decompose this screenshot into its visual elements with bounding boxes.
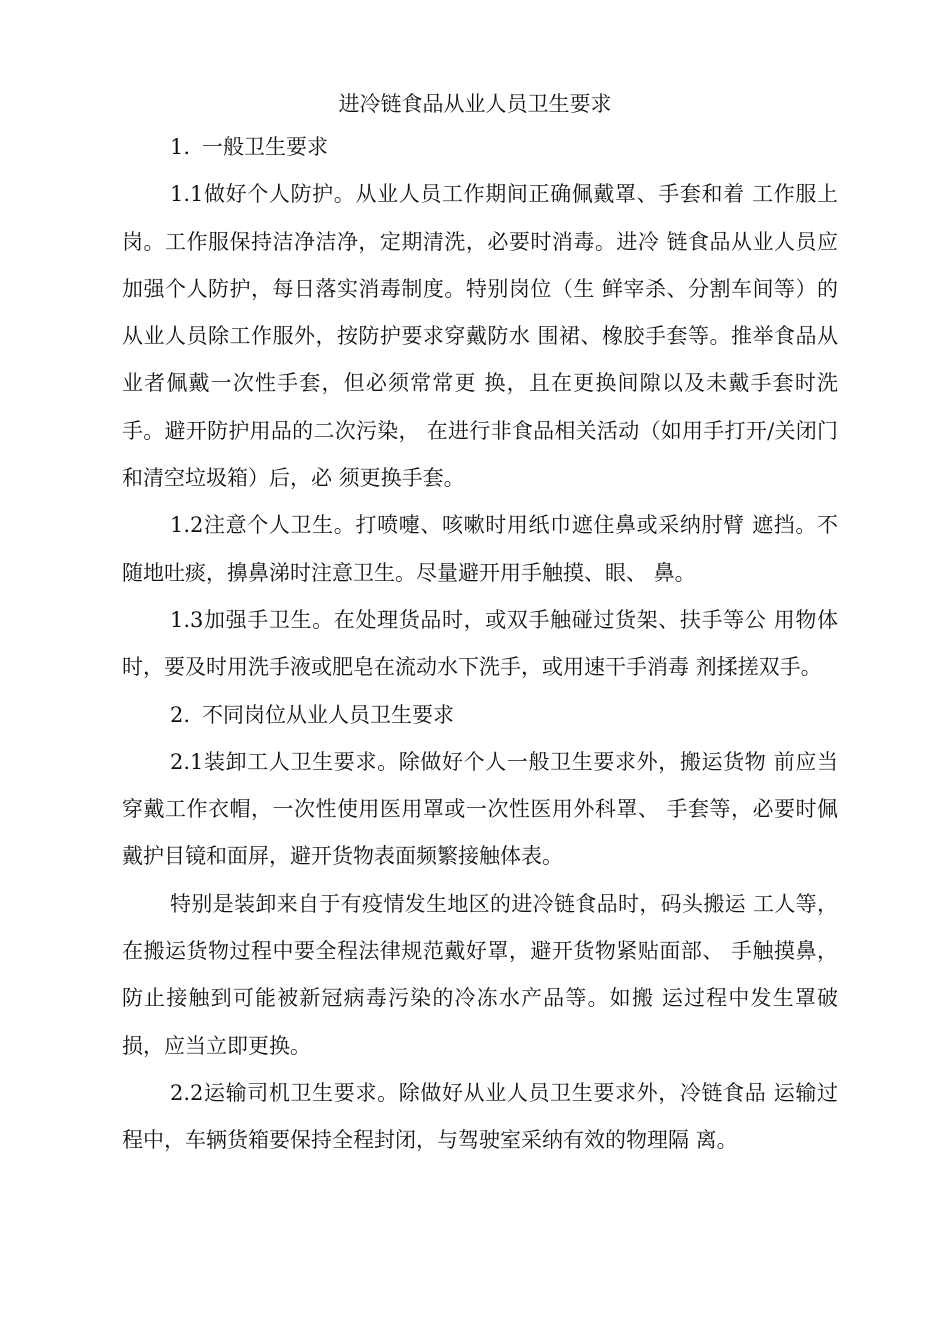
- paragraph: 2.2运输司机卫生要求。除做好从业人员卫生要求外，冷链食品 运输过程中，车辆货箱要保持全程封闭，与驾驶室采纳有效的物理隔 离。: [122, 1080, 838, 1153]
- section-heading: [122, 124, 838, 171]
- paragraph: 1.2注意个人卫生。打喷嚏、咳嗽时用纸巾遮住鼻或采纳肘臂 遮挡。不随地吐痰，擤鼻涕时注意卫生。尽量避开用手触摸、眼、 鼻。: [122, 513, 838, 585]
- section-number: 1.: [170, 135, 191, 159]
- section-heading-text: 一般卫生要求: [202, 135, 328, 159]
- paragraph: 2.1装卸工人卫生要求。除做好个人一般卫生要求外，搬运货物 前应当穿戴工作衣帽，一次性使用医用罩或一次性医用外科罩、 手套等，必要时佩戴护目镜和面屏，避开货物表面频繁接触体表。: [122, 749, 838, 869]
- document-title: 进冷链食品从业人员卫生要求: [338, 92, 612, 116]
- paragraph: 特别是装卸来自于有疫情发生地区的进冷链食品时，码头搬运 工人等，在搬运货物过程中要全程法律规范戴好罩，避开货物紧贴面部、 手触摸鼻，防止接触到可能被新冠病毒污染的冷冻水产品等。如搬 运过程中发生罩破损，应当立即更换。: [122, 891, 838, 1058]
- section-number: 2.: [170, 702, 191, 727]
- section-heading: [122, 692, 838, 739]
- section-heading-text: 不同岗位从业人员卫生要求: [202, 702, 454, 727]
- paragraph: 1.3加强手卫生。在处理货品时，或双手触碰过货架、扶手等公 用物体时，要及时用洗手液或肥皂在流动水下洗手，或用速干手消毒 剂揉搓双手。: [122, 607, 838, 680]
- document-body: [122, 124, 838, 1165]
- paragraph: 1.1做好个人防护。从业人员工作期间正确佩戴罩、手套和着 工作服上岗。工作服保持洁净洁净，定期清洗，必要时消毒。进冷 链食品从业人员应加强个人防护，每日落实消毒制度。特别岗位（生 鲜宰杀、分割车间等）的从业人员除工作服外，按防护要求穿戴防水 围裙、橡胶手套等。推举食品从业者佩戴一次性手套，但必须常常更 换，且在更换间隙以及未戴手套时洗手。避开防护用品的二次污染， 在进行非食品相关活动（如用手打开/关闭门和清空垃圾箱）后，必 须更换手套。: [122, 182, 838, 491]
